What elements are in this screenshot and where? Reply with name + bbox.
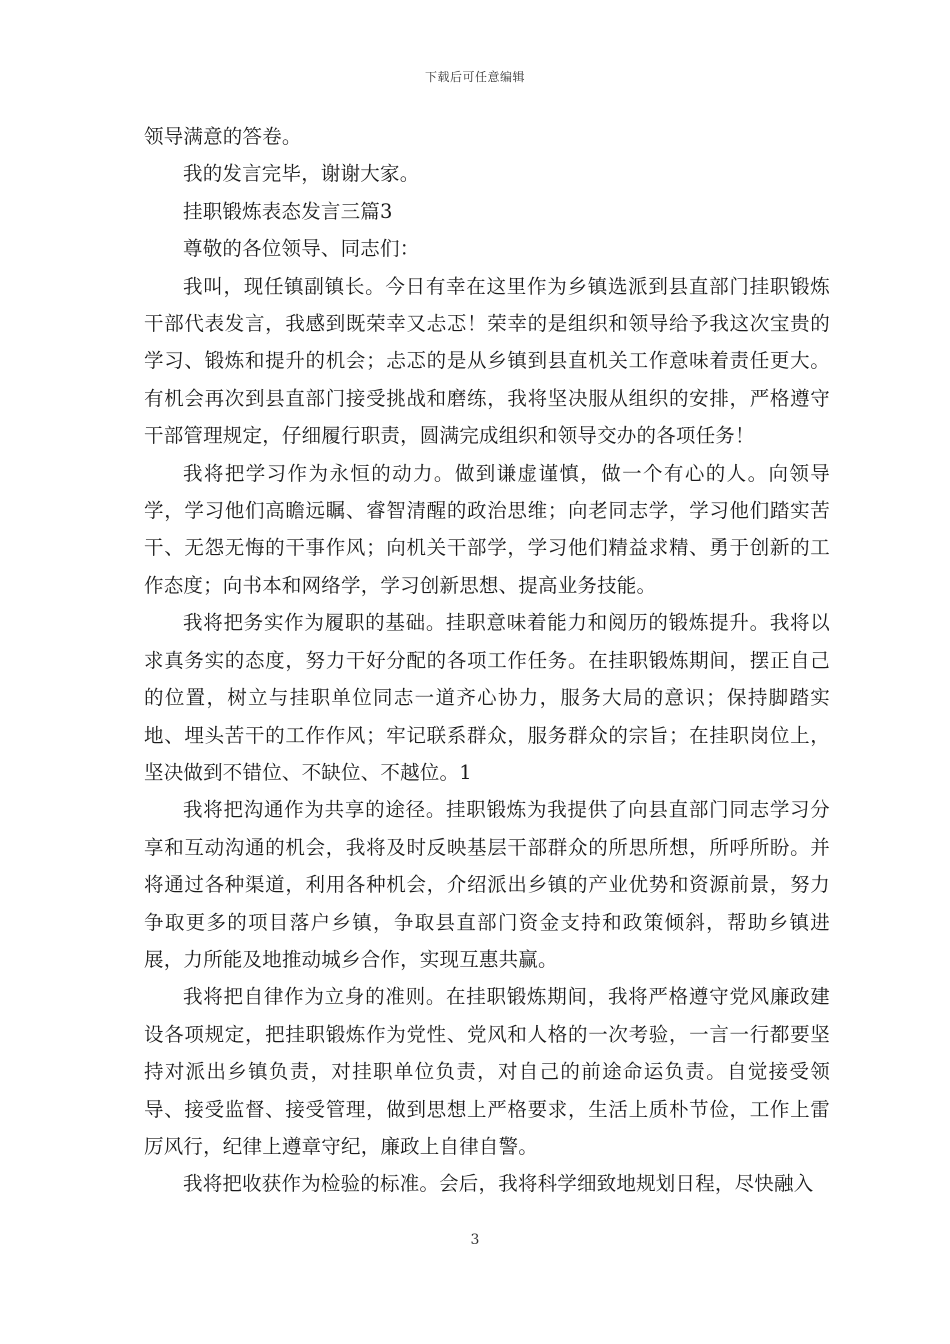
paragraph: 我的发言完毕，谢谢大家。 [183,162,420,186]
section-title: 挂职锻炼表态发言三篇3 [183,199,393,223]
salutation: 尊敬的各位领导、同志们： [183,237,420,261]
paragraph: 我叫，现任镇副镇长。今日有幸在这里作为乡镇选派到县直部门挂职锻炼干部代表发言，我感到既荣幸又忐忑！荣幸的是组织和领导给予我这次宝贵的学习、锻炼和提升的机会；忐忑的是从乡镇到县直机关工作意味着责任更大。有机会再次到县直部门接受挑战和磨练，我将坚决服从组织的安排，严格遵守干部管理规定，仔细履行职责，圆满完成组织和领导交办的各项任务！ [144,274,830,448]
paragraph: 我将把学习作为永恒的动力。做到谦虚谨慎，做一个有心的人。向领导学，学习他们高瞻远瞩、睿智清醒的政治思维；向老同志学，学习他们踏实苦干、无怨无悔的干事作风；向机关干部学，学习他们精益求精、勇于创新的工作态度；向书本和网络学，学习创新思想、提高业务技能。 [144,461,830,597]
paragraph: 我将把沟通作为共享的途径。挂职锻炼为我提供了向县直部门同志学习分享和互动沟通的机会，我将及时反映基层干部群众的所思所想，所呼所盼。并将通过各种渠道，利用各种机会，介绍派出乡镇的产业优势和资源前景，努力争取更多的项目落户乡镇，争取县直部门资金支持和政策倾斜，帮助乡镇进展，力所能及地推动城乡合作，实现互惠共赢。 [144,798,830,971]
paragraph: 我将把自律作为立身的准则。在挂职锻炼期间，我将严格遵守党风廉政建设各项规定，把挂职锻炼作为党性、党风和人格的一次考验，一言一行都要坚持对派出乡镇负责，对挂职单位负责，对自己的前途命运负责。自觉接受领导、接受监督、接受管理，做到思想上严格要求，生活上质朴节俭，工作上雷厉风行，纪律上遵章守纪，廉政上自律自警。 [144,985,830,1158]
paragraph: 我将把务实作为履职的基础。挂职意味着能力和阅历的锻炼提升。我将以求真务实的态度，努力干好分配的各项工作任务。在挂职锻炼期间，摆正自己的位置，树立与挂职单位同志一道齐心协力，服务大局的意识；保持脚踏实地、埋头苦干的工作作风；牢记联系群众，服务群众的宗旨；在挂职岗位上，坚决做到不错位、不缺位、不越位。1 [144,611,830,784]
paragraph: 我将把收获作为检验的标准。会后，我将科学细致地规划日程，尽快融入 [183,1172,814,1196]
paragraph: 领导满意的答卷。 [144,125,302,148]
document-body [144,118,830,1203]
page-header: 下载后可任意编辑 [424,70,525,84]
page-number: 3 [470,1232,480,1248]
